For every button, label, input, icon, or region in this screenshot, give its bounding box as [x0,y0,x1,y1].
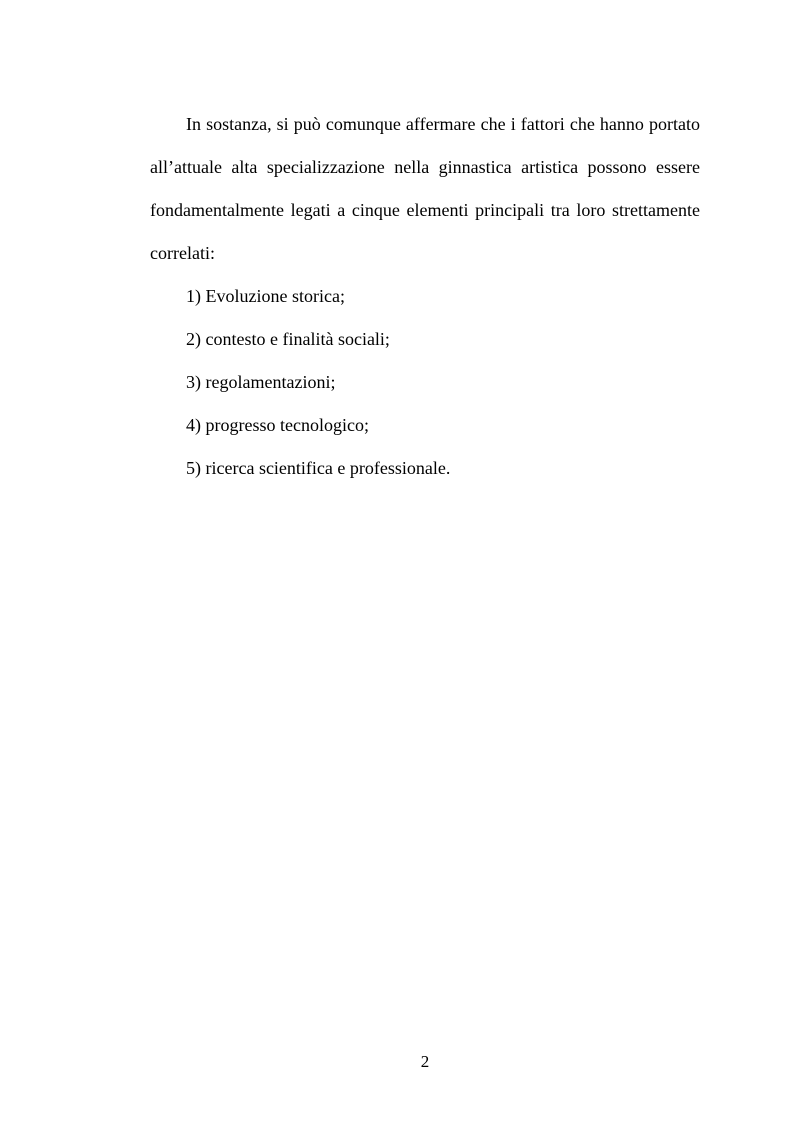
list-item: 1) Evoluzione storica; [186,286,345,306]
list-item: 4) progresso tecnologico; [186,415,369,435]
list-item: 3) regolamentazioni; [186,372,336,392]
numbered-list [150,275,700,490]
text-block [150,103,700,490]
body-paragraph: In sostanza, si può comunque affermare che i fattori che hanno portato all’attuale alta specializzazione nella ginnastica artistica possono essere fondamentalmente legati a cinque elementi principali tra loro strettamente correlati: [150,114,700,263]
page-number: 2 [420,1052,430,1071]
list-item: 5) ricerca scientifica e professionale. [186,458,451,478]
list-item: 2) contesto e finalità sociali; [186,329,390,349]
